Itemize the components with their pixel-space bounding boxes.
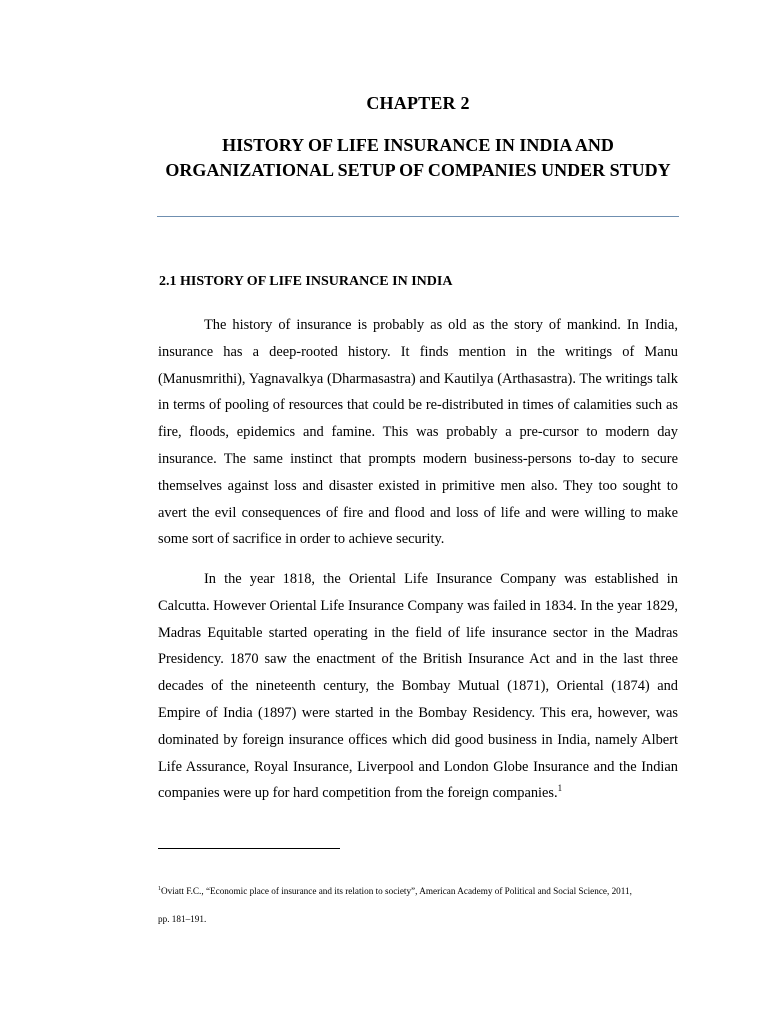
footnote xyxy=(158,877,688,933)
chapter-title-line-2: ORGANIZATIONAL SETUP OF COMPANIES UNDER STUDY xyxy=(165,160,671,180)
body-paragraph-1 xyxy=(158,312,678,553)
section-heading: 2.1 HISTORY OF LIFE INSURANCE IN INDIA xyxy=(159,274,453,289)
body-paragraph-2 xyxy=(158,566,678,807)
footnote-citation: Oviatt F.C., “Economic place of insurance and its relation to society”, American Academy of Political and Social Science, 2011, xyxy=(161,886,632,896)
footnote-line-1 xyxy=(158,877,688,905)
title-divider xyxy=(157,216,679,217)
paragraph-1-text: The history of insurance is probably as old as the story of mankind. In India, insurance has a deep-rooted history. It finds mention in the writings of Manu (Manusmrithi), Yagnavalkya (Dharmasastra) and Kautilya (Arthasastra). The writings talk in terms of pooling of resources that could be re-distributed in times of calamities such as fire, floods, epidemics and famine. This was probably a pre-cursor to modern day insurance. The same instinct that prompts modern business-persons to-day to secure themselves against loss and disaster existed in primitive men also. They too sought to avert the evil consequences of fire and flood and loss of life and were willing to make some sort of sacrifice in order to achieve security. xyxy=(158,317,678,548)
chapter-label: CHAPTER 2 xyxy=(366,93,470,113)
footnote-divider xyxy=(158,848,340,849)
chapter-title xyxy=(157,133,679,183)
footnote-reference[interactable]: 1 xyxy=(557,783,563,794)
paragraph-2-text: In the year 1818, the Oriental Life Insurance Company was established in Calcutta. However Oriental Life Insurance Company was failed in 1834. In the year 1829, Madras Equitable started operating in the field of life insurance sector in the Madras Presidency. 1870 saw the enactment of the British Insurance Act and in the last three decades of the nineteenth century, the Bombay Mutual (1871), Oriental (1874) and Empire of India (1897) were started in the Bombay Residency. This era, however, was dominated by foreign insurance offices which did good business in India, namely Albert Life Assurance, Royal Insurance, Liverpool and London Globe Insurance and the Indian companies were up for hard competition from the foreign companies. xyxy=(158,571,678,802)
footnote-marker: 1 xyxy=(158,885,161,892)
chapter-title-line-1: HISTORY OF LIFE INSURANCE IN INDIA AND xyxy=(222,135,614,155)
footnote-line-2: pp. 181–191. xyxy=(158,914,207,924)
